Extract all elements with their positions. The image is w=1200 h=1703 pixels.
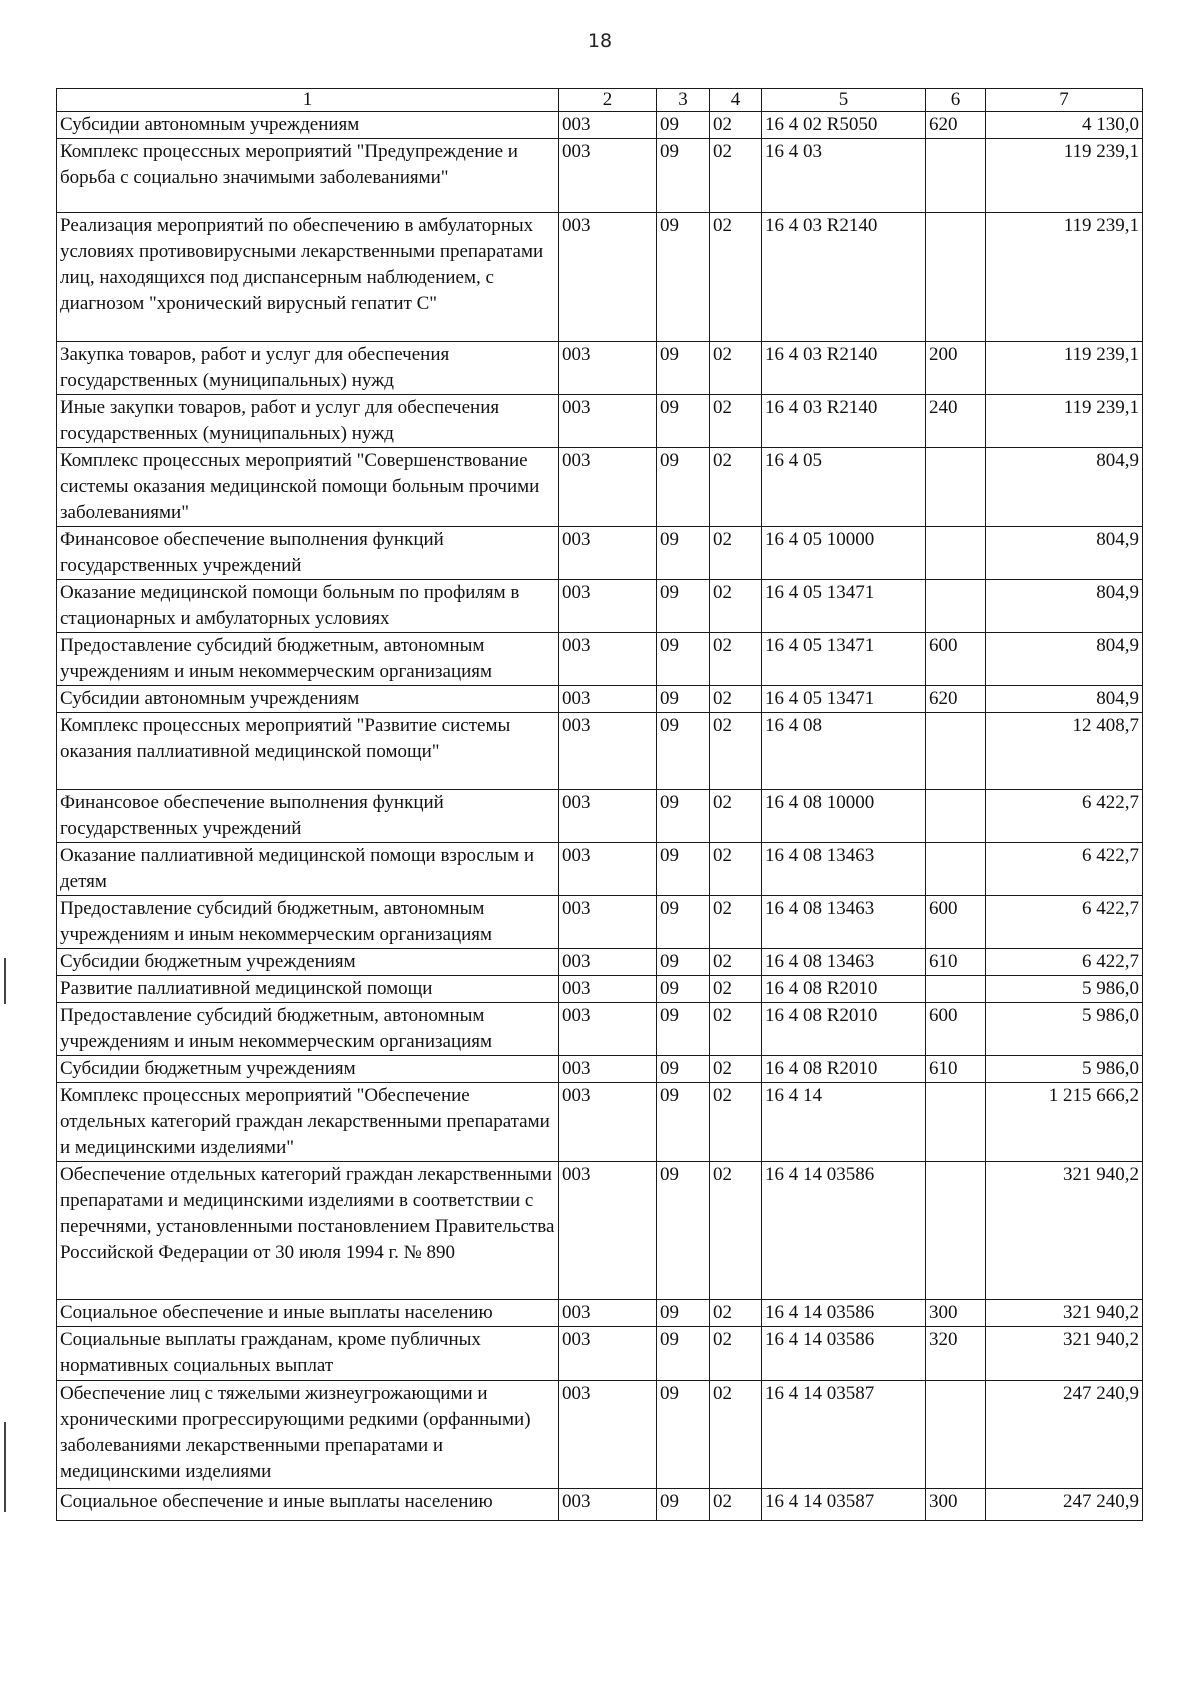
target-article-cell: 16 4 08 — [762, 713, 926, 790]
subsection-code-cell: 02 — [710, 896, 762, 949]
subsection-code-cell: 02 — [710, 633, 762, 686]
expense-type-cell: 300 — [926, 1489, 986, 1521]
target-article-cell: 16 4 08 13463 — [762, 949, 926, 976]
expense-type-cell — [926, 713, 986, 790]
item-name-cell: Финансовое обеспечение выполнения функций государственных учреждений — [57, 527, 559, 580]
ministry-code-cell: 003 — [559, 633, 657, 686]
target-article-cell: 16 4 14 — [762, 1083, 926, 1162]
expense-type-cell — [926, 790, 986, 843]
subsection-code-cell: 02 — [710, 1327, 762, 1381]
target-article-cell: 16 4 05 13471 — [762, 633, 926, 686]
expense-type-cell: 300 — [926, 1300, 986, 1327]
amount-cell: 5 986,0 — [986, 976, 1143, 1003]
section-code-cell: 09 — [657, 949, 710, 976]
subsection-code-cell: 02 — [710, 976, 762, 1003]
section-code-cell: 09 — [657, 896, 710, 949]
amount-cell: 119 239,1 — [986, 139, 1143, 213]
expense-type-cell — [926, 448, 986, 527]
amount-cell: 1 215 666,2 — [986, 1083, 1143, 1162]
table-row — [57, 949, 1143, 976]
expense-type-cell — [926, 213, 986, 342]
ministry-code-cell: 003 — [559, 139, 657, 213]
header-cell-3: 3 — [657, 89, 710, 112]
ministry-code-cell: 003 — [559, 1381, 657, 1489]
ministry-code-cell: 003 — [559, 580, 657, 633]
amount-cell: 804,9 — [986, 633, 1143, 686]
table-row — [57, 1489, 1143, 1521]
table-row — [57, 1083, 1143, 1162]
budget-table — [56, 88, 1143, 1521]
target-article-cell: 16 4 03 R2140 — [762, 395, 926, 448]
subsection-code-cell: 02 — [710, 112, 762, 139]
section-code-cell: 09 — [657, 686, 710, 713]
subsection-code-cell: 02 — [710, 395, 762, 448]
ministry-code-cell: 003 — [559, 112, 657, 139]
item-name-cell: Субсидии автономным учреждениям — [57, 112, 559, 139]
ministry-code-cell: 003 — [559, 1003, 657, 1056]
expense-type-cell — [926, 843, 986, 896]
amount-cell: 6 422,7 — [986, 949, 1143, 976]
ministry-code-cell: 003 — [559, 1083, 657, 1162]
amount-cell: 12 408,7 — [986, 713, 1143, 790]
section-code-cell: 09 — [657, 448, 710, 527]
expense-type-cell: 620 — [926, 112, 986, 139]
section-code-cell: 09 — [657, 633, 710, 686]
item-name-cell: Субсидии автономным учреждениям — [57, 686, 559, 713]
subsection-code-cell: 02 — [710, 580, 762, 633]
expense-type-cell — [926, 527, 986, 580]
ministry-code-cell: 003 — [559, 1300, 657, 1327]
amount-cell: 247 240,9 — [986, 1489, 1143, 1521]
ministry-code-cell: 003 — [559, 1327, 657, 1381]
ministry-code-cell: 003 — [559, 686, 657, 713]
amount-cell: 5 986,0 — [986, 1003, 1143, 1056]
table-row — [57, 790, 1143, 843]
amount-cell: 119 239,1 — [986, 213, 1143, 342]
expense-type-cell: 320 — [926, 1327, 986, 1381]
ministry-code-cell: 003 — [559, 949, 657, 976]
item-name-cell: Социальные выплаты гражданам, кроме публичных нормативных социальных выплат — [57, 1327, 559, 1381]
table-row — [57, 1056, 1143, 1083]
target-article-cell: 16 4 05 13471 — [762, 686, 926, 713]
amount-cell: 6 422,7 — [986, 843, 1143, 896]
table-row — [57, 633, 1143, 686]
table-row — [57, 213, 1143, 342]
section-code-cell: 09 — [657, 1489, 710, 1521]
target-article-cell: 16 4 03 R2140 — [762, 213, 926, 342]
expense-type-cell: 610 — [926, 1056, 986, 1083]
subsection-code-cell: 02 — [710, 843, 762, 896]
target-article-cell: 16 4 08 13463 — [762, 843, 926, 896]
table-row — [57, 1162, 1143, 1300]
table-row — [57, 395, 1143, 448]
item-name-cell: Субсидии бюджетным учреждениям — [57, 1056, 559, 1083]
ministry-code-cell: 003 — [559, 790, 657, 843]
section-code-cell: 09 — [657, 1003, 710, 1056]
item-name-cell: Иные закупки товаров, работ и услуг для обеспечения государственных (муниципальных) нужд — [57, 395, 559, 448]
header-row — [57, 89, 1143, 112]
table-row — [57, 976, 1143, 1003]
section-code-cell: 09 — [657, 713, 710, 790]
amount-cell: 247 240,9 — [986, 1381, 1143, 1489]
section-code-cell: 09 — [657, 527, 710, 580]
ministry-code-cell: 003 — [559, 976, 657, 1003]
subsection-code-cell: 02 — [710, 213, 762, 342]
subsection-code-cell: 02 — [710, 713, 762, 790]
table-body — [57, 112, 1143, 1521]
amount-cell: 4 130,0 — [986, 112, 1143, 139]
table-row — [57, 1300, 1143, 1327]
item-name-cell: Предоставление субсидий бюджетным, автономным учреждениям и иным некоммерческим организациям — [57, 1003, 559, 1056]
ministry-code-cell: 003 — [559, 342, 657, 395]
table-row — [57, 527, 1143, 580]
amount-cell: 804,9 — [986, 686, 1143, 713]
item-name-cell: Социальное обеспечение и иные выплаты населению — [57, 1300, 559, 1327]
subsection-code-cell: 02 — [710, 448, 762, 527]
item-name-cell: Закупка товаров, работ и услуг для обеспечения государственных (муниципальных) нужд — [57, 342, 559, 395]
ministry-code-cell: 003 — [559, 1056, 657, 1083]
item-name-cell: Оказание паллиативной медицинской помощи взрослым и детям — [57, 843, 559, 896]
expense-type-cell: 600 — [926, 633, 986, 686]
subsection-code-cell: 02 — [710, 790, 762, 843]
table-row — [57, 686, 1143, 713]
section-code-cell: 09 — [657, 1083, 710, 1162]
expense-type-cell — [926, 1083, 986, 1162]
table-row — [57, 1381, 1143, 1489]
subsection-code-cell: 02 — [710, 949, 762, 976]
section-code-cell: 09 — [657, 342, 710, 395]
table-row — [57, 1327, 1143, 1381]
expense-type-cell — [926, 580, 986, 633]
expense-type-cell — [926, 1162, 986, 1300]
amount-cell: 321 940,2 — [986, 1162, 1143, 1300]
ministry-code-cell: 003 — [559, 448, 657, 527]
amount-cell: 119 239,1 — [986, 395, 1143, 448]
item-name-cell: Реализация мероприятий по обеспечению в амбулаторных условиях противовирусными лекарственными препаратами лиц, находящихся под диспансерным наблюдением, с диагнозом "хронический вирусный гепатит С" — [57, 213, 559, 342]
amount-cell: 5 986,0 — [986, 1056, 1143, 1083]
table-row — [57, 843, 1143, 896]
target-article-cell: 16 4 05 — [762, 448, 926, 527]
table-row — [57, 342, 1143, 395]
header-cell-5: 5 — [762, 89, 926, 112]
expense-type-cell: 200 — [926, 342, 986, 395]
subsection-code-cell: 02 — [710, 1056, 762, 1083]
item-name-cell: Комплекс процессных мероприятий "Совершенствование системы оказания медицинской помощи больным прочими заболеваниями" — [57, 448, 559, 527]
section-code-cell: 09 — [657, 112, 710, 139]
target-article-cell: 16 4 08 10000 — [762, 790, 926, 843]
ministry-code-cell: 003 — [559, 527, 657, 580]
target-article-cell: 16 4 08 R2010 — [762, 1003, 926, 1056]
item-name-cell: Оказание медицинской помощи больным по профилям в стационарных и амбулаторных условиях — [57, 580, 559, 633]
expense-type-cell: 610 — [926, 949, 986, 976]
scan-margin-mark — [4, 958, 6, 1004]
section-code-cell: 09 — [657, 1056, 710, 1083]
item-name-cell: Предоставление субсидий бюджетным, автономным учреждениям и иным некоммерческим организациям — [57, 633, 559, 686]
subsection-code-cell: 02 — [710, 1381, 762, 1489]
section-code-cell: 09 — [657, 1381, 710, 1489]
header-cell-7: 7 — [986, 89, 1143, 112]
target-article-cell: 16 4 08 R2010 — [762, 1056, 926, 1083]
item-name-cell: Обеспечение отдельных категорий граждан лекарственными препаратами и медицинскими изделиями в соответствии с перечнями, установленными постановлением Правительства Российской Федерации от 30 июля 1994 г. № 890 — [57, 1162, 559, 1300]
item-name-cell: Предоставление субсидий бюджетным, автономным учреждениям и иным некоммерческим организациям — [57, 896, 559, 949]
amount-cell: 6 422,7 — [986, 896, 1143, 949]
header-cell-2: 2 — [559, 89, 657, 112]
section-code-cell: 09 — [657, 580, 710, 633]
item-name-cell: Комплекс процессных мероприятий "Обеспечение отдельных категорий граждан лекарственными препаратами и медицинскими изделиями" — [57, 1083, 559, 1162]
subsection-code-cell: 02 — [710, 1489, 762, 1521]
amount-cell: 321 940,2 — [986, 1327, 1143, 1381]
amount-cell: 321 940,2 — [986, 1300, 1143, 1327]
item-name-cell: Финансовое обеспечение выполнения функций государственных учреждений — [57, 790, 559, 843]
header-cell-6: 6 — [926, 89, 986, 112]
subsection-code-cell: 02 — [710, 1083, 762, 1162]
section-code-cell: 09 — [657, 843, 710, 896]
target-article-cell: 16 4 14 03586 — [762, 1300, 926, 1327]
table-row — [57, 448, 1143, 527]
section-code-cell: 09 — [657, 395, 710, 448]
expense-type-cell: 600 — [926, 896, 986, 949]
page-number: 18 — [587, 30, 613, 52]
ministry-code-cell: 003 — [559, 1162, 657, 1300]
target-article-cell: 16 4 14 03587 — [762, 1381, 926, 1489]
table-row — [57, 580, 1143, 633]
ministry-code-cell: 003 — [559, 213, 657, 342]
amount-cell: 6 422,7 — [986, 790, 1143, 843]
ministry-code-cell: 003 — [559, 896, 657, 949]
subsection-code-cell: 02 — [710, 686, 762, 713]
section-code-cell: 09 — [657, 790, 710, 843]
target-article-cell: 16 4 14 03587 — [762, 1489, 926, 1521]
expense-type-cell: 600 — [926, 1003, 986, 1056]
target-article-cell: 16 4 02 R5050 — [762, 112, 926, 139]
target-article-cell: 16 4 08 13463 — [762, 896, 926, 949]
table-row — [57, 896, 1143, 949]
target-article-cell: 16 4 05 10000 — [762, 527, 926, 580]
target-article-cell: 16 4 03 R2140 — [762, 342, 926, 395]
expense-type-cell — [926, 1381, 986, 1489]
expense-type-cell — [926, 139, 986, 213]
section-code-cell: 09 — [657, 139, 710, 213]
amount-cell: 119 239,1 — [986, 342, 1143, 395]
ministry-code-cell: 003 — [559, 395, 657, 448]
target-article-cell: 16 4 14 03586 — [762, 1162, 926, 1300]
target-article-cell: 16 4 14 03586 — [762, 1327, 926, 1381]
item-name-cell: Обеспечение лиц с тяжелыми жизнеугрожающими и хроническими прогрессирующими редкими (орфанными) заболеваниями лекарственными препаратами и медицинскими изделиями — [57, 1381, 559, 1489]
ministry-code-cell: 003 — [559, 1489, 657, 1521]
scan-margin-mark — [4, 1422, 6, 1512]
subsection-code-cell: 02 — [710, 1162, 762, 1300]
target-article-cell: 16 4 05 13471 — [762, 580, 926, 633]
item-name-cell: Комплекс процессных мероприятий "Предупреждение и борьба с социально значимыми заболеваниями" — [57, 139, 559, 213]
amount-cell: 804,9 — [986, 527, 1143, 580]
target-article-cell: 16 4 08 R2010 — [762, 976, 926, 1003]
ministry-code-cell: 003 — [559, 713, 657, 790]
item-name-cell: Развитие паллиативной медицинской помощи — [57, 976, 559, 1003]
table-row — [57, 1003, 1143, 1056]
subsection-code-cell: 02 — [710, 342, 762, 395]
amount-cell: 804,9 — [986, 448, 1143, 527]
item-name-cell: Социальное обеспечение и иные выплаты населению — [57, 1489, 559, 1521]
section-code-cell: 09 — [657, 1300, 710, 1327]
table-row — [57, 139, 1143, 213]
target-article-cell: 16 4 03 — [762, 139, 926, 213]
subsection-code-cell: 02 — [710, 1300, 762, 1327]
amount-cell: 804,9 — [986, 580, 1143, 633]
subsection-code-cell: 02 — [710, 139, 762, 213]
section-code-cell: 09 — [657, 1162, 710, 1300]
subsection-code-cell: 02 — [710, 1003, 762, 1056]
item-name-cell: Субсидии бюджетным учреждениям — [57, 949, 559, 976]
expense-type-cell — [926, 976, 986, 1003]
table-row — [57, 112, 1143, 139]
section-code-cell: 09 — [657, 213, 710, 342]
table-row — [57, 713, 1143, 790]
expense-type-cell: 240 — [926, 395, 986, 448]
section-code-cell: 09 — [657, 1327, 710, 1381]
header-cell-1: 1 — [57, 89, 559, 112]
subsection-code-cell: 02 — [710, 527, 762, 580]
section-code-cell: 09 — [657, 976, 710, 1003]
item-name-cell: Комплекс процессных мероприятий "Развитие системы оказания паллиативной медицинской помощи" — [57, 713, 559, 790]
expense-type-cell: 620 — [926, 686, 986, 713]
header-cell-4: 4 — [710, 89, 762, 112]
ministry-code-cell: 003 — [559, 843, 657, 896]
